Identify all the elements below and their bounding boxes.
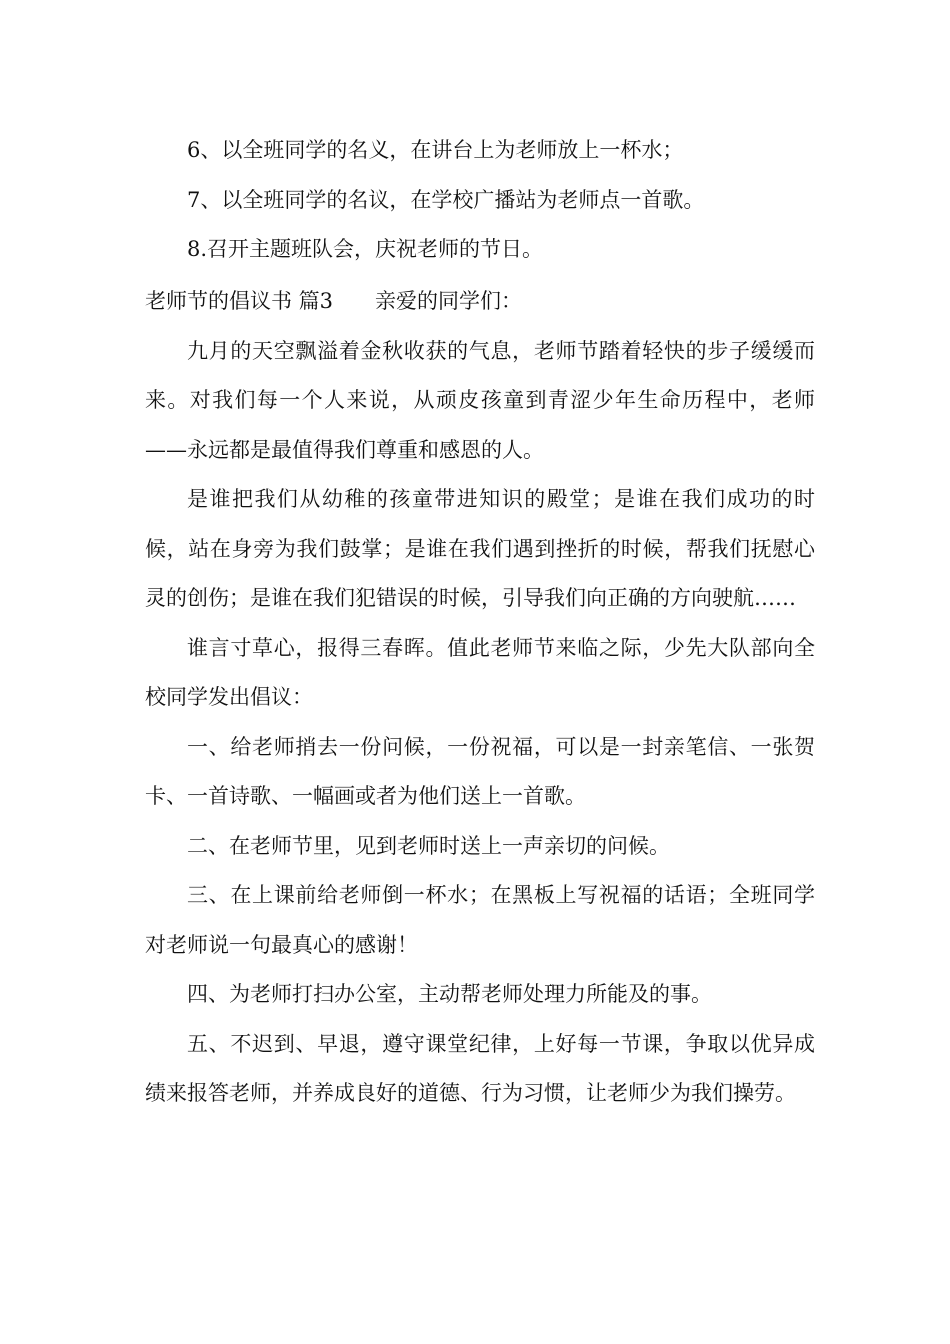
document-body-top (145, 126, 815, 275)
document-body (145, 277, 815, 1119)
paragraph: 是谁把我们从幼稚的孩童带进知识的殿堂；是谁在我们成功的时候，站在身旁为我们鼓掌；是谁在我们遇到挫折的时候，帮我们抚慰心灵的创伤；是谁在我们犯错误的时候，引导我们向正确的方向驶航…… (145, 487, 815, 610)
paragraph: 三、在上课前给老师倒一杯水；在黑板上写祝福的话语；全班同学对老师说一句最真心的感谢！ (145, 883, 815, 957)
list-item: 8.召开主题班队会，庆祝老师的节日。 (187, 237, 544, 261)
paragraph: 谁言寸草心，报得三春晖。值此老师节来临之际，少先大队部向全校同学发出倡议： (145, 635, 815, 709)
paragraph: 五、不迟到、早退，遵守课堂纪律，上好每一节课，争取以优异成绩来报答老师，并养成良好的道德、行为习惯，让老师少为我们操劳。 (145, 1031, 815, 1105)
paragraph: 九月的天空飘溢着金秋收获的气息，老师节踏着轻快的步子缓缓而来。对我们每一个人来说，从顽皮孩童到青涩少年生命历程中，老师——永远都是最值得我们尊重和感恩的人。 (145, 338, 815, 462)
section-title: 老师节的倡议书 篇3 (145, 289, 334, 313)
paragraph: 一、给老师捎去一份问候，一份祝福，可以是一封亲笔信、一张贺卡、一首诗歌、一幅画或者为他们送上一首歌。 (145, 734, 815, 808)
paragraph: 四、为老师打扫办公室，主动帮老师处理力所能及的事。 (187, 982, 712, 1006)
section-heading (145, 277, 815, 327)
paragraph: 二、在老师节里，见到老师时送上一声亲切的问候。 (187, 833, 670, 858)
list-item: 6、以全班同学的名义，在讲台上为老师放上一杯水； (187, 138, 684, 162)
salutation: 亲爱的同学们： (375, 289, 523, 313)
list-item: 7、以全班同学的名议，在学校广播站为老师点一首歌。 (187, 187, 705, 212)
